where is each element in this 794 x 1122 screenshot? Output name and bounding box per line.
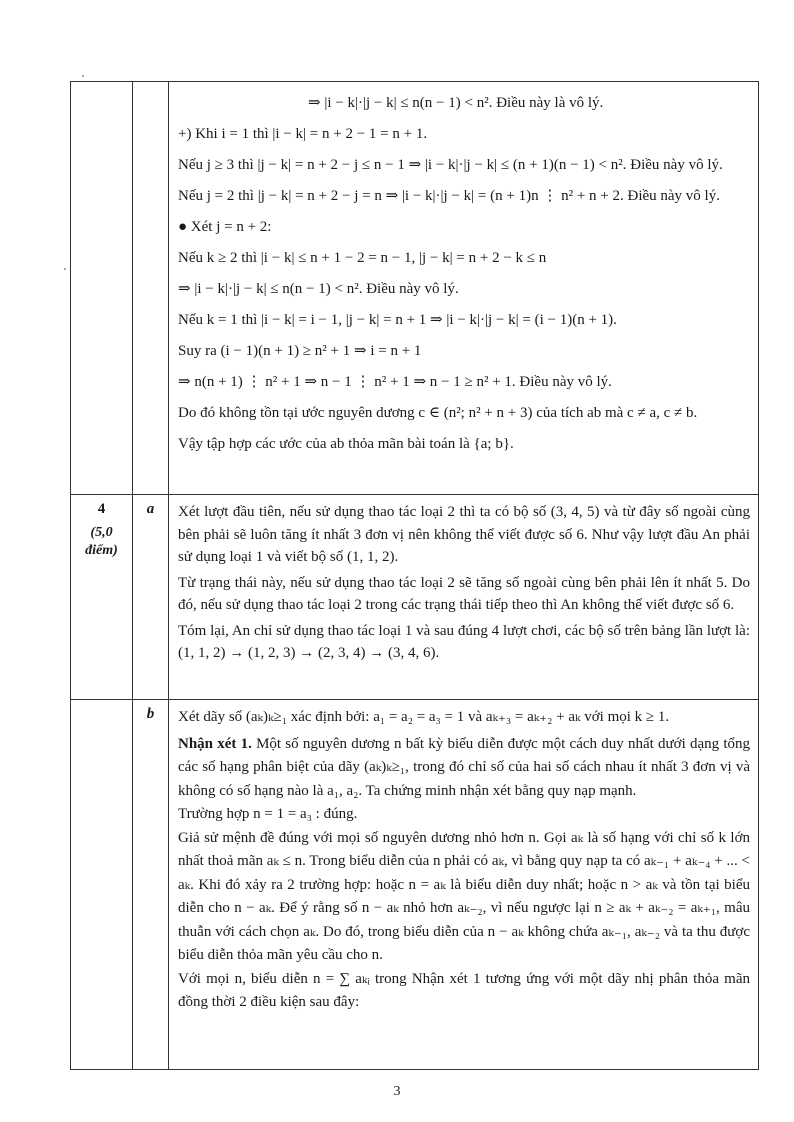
part-a-cell bbox=[133, 495, 169, 700]
scan-speck bbox=[82, 75, 84, 77]
remark-paragraph bbox=[178, 733, 750, 804]
proof-line: Nếu j = 2 thì |j − k| = n + 2 − j = n ⇒ |i − k|·|j − k| = (n + 1)n ⋮ n² + n + 2. Điều này vô lý. bbox=[178, 188, 720, 204]
proof-line: Nếu k ≥ 2 thì |i − k| ≤ n + 1 − 2 = n − 1, |j − k| = n + 2 − k ≤ n bbox=[178, 250, 547, 266]
part-b-content bbox=[169, 700, 759, 1070]
question-number: 4 bbox=[97, 501, 106, 517]
question-4a-row bbox=[71, 495, 759, 700]
scan-speck bbox=[64, 268, 66, 270]
question-number-cell bbox=[71, 495, 133, 700]
part-b-cell bbox=[133, 700, 169, 1070]
proof-line: Suy ra (i − 1)(n + 1) ≥ n² + 1 ⇒ i = n + 1 bbox=[178, 343, 422, 359]
continuation-row bbox=[71, 82, 759, 495]
closing-paragraph: Với mọi n, biểu diễn n = ∑ aₖᵢ trong Nhận xét 1 tương ứng với một dãy nhị phân thỏa mãn đồng thời 2 điều kiện sau đây: bbox=[178, 970, 750, 1010]
proof-line: Nếu j ≥ 3 thì |j − k| = n + 2 − j ≤ n − 1 ⇒ |i − k|·|j − k| ≤ (n + 1)(n − 1) < n². Điều này vô lý. bbox=[178, 157, 723, 173]
proof-line: +) Khi i = 1 thì |i − k| = n + 2 − 1 = n + 1. bbox=[178, 126, 428, 142]
page-number: 3 bbox=[393, 1084, 401, 1099]
proof-line: Do đó không tồn tại ước nguyên dương c ∈ (n²; n² + n + 3) của tích ab mà c ≠ a, c ≠ b. bbox=[178, 405, 698, 421]
sequence-definition: Xét dãy số (aₖ)ₖ≥₁ xác định bởi: a₁ = a₂ = a₃ = 1 và aₖ₊₃ = aₖ₊₂ + aₖ với mọi k ≥ 1. bbox=[178, 709, 670, 725]
part-cell-empty bbox=[133, 82, 169, 495]
proof-line: ⇒ |i − k|·|j − k| ≤ n(n − 1) < n². Điều này vô lý. bbox=[178, 281, 459, 297]
base-case: Trường hợp n = 1 = a₃ : đúng. bbox=[178, 806, 358, 822]
solution-paragraph: Tóm lại, An chỉ sử dụng thao tác loại 1 và sau đúng 4 lượt chơi, các bộ số trên bảng lần lượt là: (1, 1, 2) → (1, 2, 3) → (2, 3, 4) → (3, 4, 6). bbox=[178, 622, 750, 661]
proof-line: ⇒ |i − k|·|j − k| ≤ n(n − 1) < n². Điều này là vô lý. bbox=[308, 95, 604, 111]
solution-paragraph: Từ trạng thái này, nếu sử dụng thao tác loại 2 sẽ tăng số ngoài cùng bên phải lên ít nhất 5. Do đó, nếu sử dụng thao tác loại 2 trong các trạng thái tiếp theo thì An không thể viết được số 6. bbox=[178, 574, 750, 613]
points-value: (5,0 bbox=[90, 525, 113, 540]
question-points bbox=[71, 524, 132, 560]
solution-paragraph: Xét lượt đầu tiên, nếu sử dụng thao tác loại 2 thì ta có bộ số (3, 4, 5) và từ đây số ngoài cùng bên phải sẽ luôn tăng ít nhất 3 đơn vị nên không thể viết được số 6. Như vậy lượt đầu An phải sử dụng loại 1 và viết bộ số (1, 1, 2). bbox=[178, 504, 750, 565]
solution-table bbox=[70, 81, 759, 1070]
remark-body: Một số nguyên dương n bất kỳ biểu diễn được một cách duy nhất dưới dạng tổng các số hạng phân biệt của dãy (aₖ)ₖ≥₁, trong đó chỉ số của hai số cách nhau ít nhất 3 đơn vị và không có số hạng nào là a₁, a₂. Ta chứng minh nhận xét bằng quy nạp mạnh. bbox=[178, 735, 750, 799]
proof-line: Vậy tập hợp các ước của ab thỏa mãn bài toán là {a; b}. bbox=[178, 436, 514, 452]
remark-title: Nhận xét 1. bbox=[178, 735, 252, 752]
points-unit: điểm) bbox=[85, 543, 118, 558]
question-cell-empty bbox=[71, 700, 133, 1070]
proof-line: ● Xét j = n + 2: bbox=[178, 219, 272, 235]
part-a-content bbox=[169, 495, 759, 700]
proof-line: ⇒ n(n + 1) ⋮ n² + 1 ⇒ n − 1 ⋮ n² + 1 ⇒ n − 1 ≥ n² + 1. Điều này vô lý. bbox=[178, 374, 612, 390]
question-cell-empty bbox=[71, 82, 133, 495]
part-b-label: b bbox=[146, 706, 155, 722]
proof-line: Nếu k = 1 thì |i − k| = i − 1, |j − k| = n + 1 ⇒ |i − k|·|j − k| = (i − 1)(n + 1). bbox=[178, 312, 617, 328]
continuation-content bbox=[169, 82, 759, 495]
induction-paragraph: Giả sử mệnh đề đúng với mọi số nguyên dương nhỏ hơn n. Gọi aₖ là số hạng với chỉ số k lớn nhất thoả mãn aₖ ≤ n. Trong biểu diễn của n phải có aₖ, vì bằng quy nạp ta có aₖ₋₁ + aₖ₋₄ + ... < aₖ. Khi đó xảy ra 2 trường hợp: hoặc n = aₖ là biểu diễn duy nhất; hoặc n > aₖ và tồn tại biểu diễn cho n − aₖ. Để ý rằng số n − aₖ nhỏ hơn aₖ₋₂, vì nếu ngược lại n ≥ aₖ + aₖ₋₂ = aₖ₊₁, mâu thuẫn với cách chọn aₖ. Do đó, trong biểu diễn của n − aₖ không chứa aₖ₋₁, aₖ₋₂ và ta thu được biểu diễn thỏa mãn yêu cầu cho n. bbox=[178, 829, 750, 963]
part-a-label: a bbox=[146, 501, 155, 517]
question-4b-row bbox=[71, 700, 759, 1070]
